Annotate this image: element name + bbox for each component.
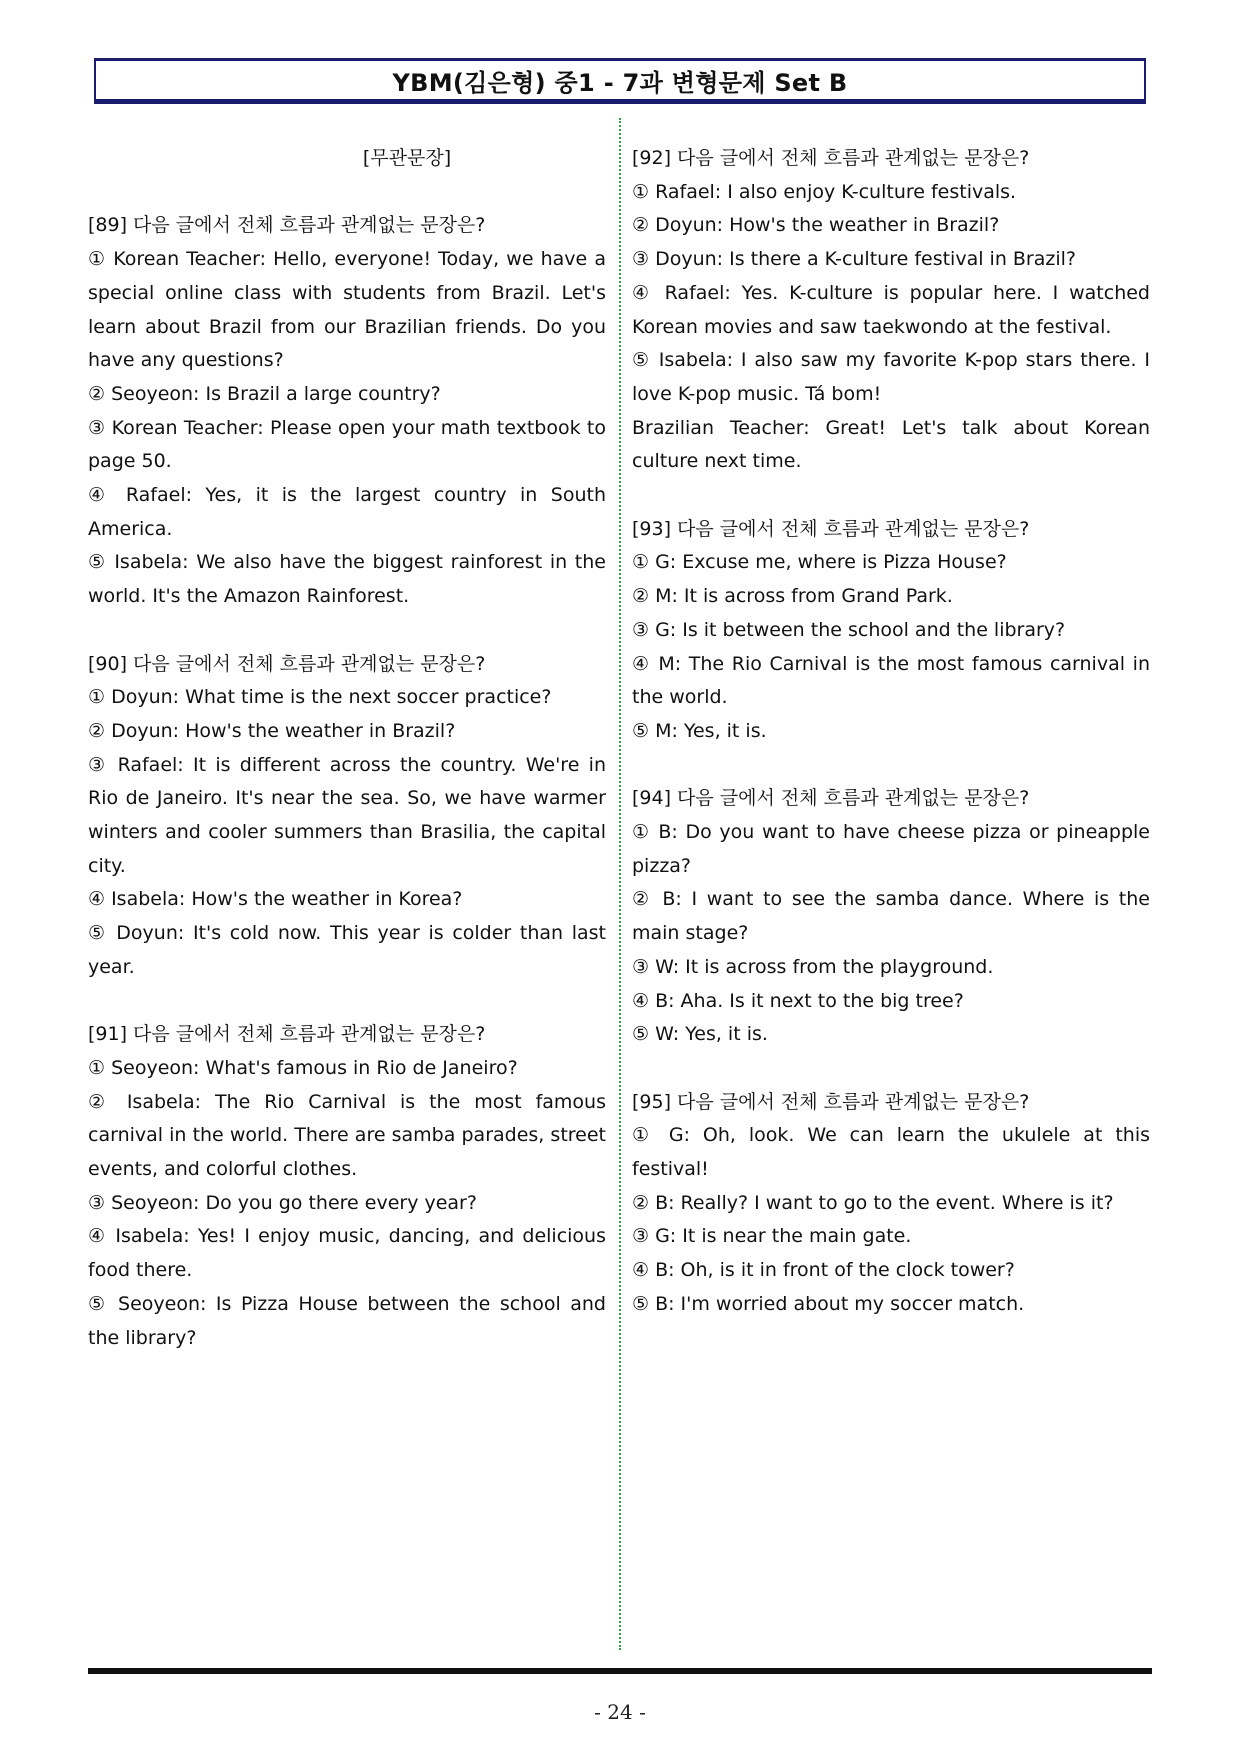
question-heading: [95] 다음 글에서 전체 흐름과 관계없는 문장은?: [632, 1090, 1030, 1113]
choice-line: ② B: I want to see the samba dance. Where is the main stage?: [632, 888, 1150, 945]
choice-line: ① Korean Teacher: Hello, everyone! Today, we have a special online class with students from Brazil. Let's learn about Brazil from our Brazilian friends. Do you have any questions?: [88, 248, 606, 372]
question-heading: [94] 다음 글에서 전체 흐름과 관계없는 문장은?: [632, 787, 1030, 810]
section-label: [무관문장]: [362, 147, 452, 169]
choice-line: ④ Rafael: Yes, it is the largest country in South America.: [88, 484, 606, 540]
spacer: [632, 749, 1150, 783]
choice-line: ⑤ B: I'm worried about my soccer match.: [632, 1292, 1025, 1315]
choice-line: ② Seoyeon: Is Brazil a large country?: [88, 382, 441, 405]
page-number: - 24 -: [594, 1700, 646, 1724]
left-column: [88, 142, 606, 1355]
column-divider: [619, 118, 621, 1650]
right-column: [632, 142, 1150, 1322]
choice-line: ④ Isabela: Yes! I enjoy music, dancing, and delicious food there.: [88, 1225, 606, 1282]
choice-line: ① B: Do you want to have cheese pizza or pineapple pizza?: [632, 821, 1150, 877]
choice-line: ⑤ Isabela: I also saw my favorite K-pop stars there. I love K-pop music. Tá bom!: [632, 349, 1150, 405]
choice-line: ③ Seoyeon: Do you go there every year?: [88, 1191, 477, 1214]
choice-line: ④ Rafael: Yes. K-culture is popular here. I watched Korean movies and saw taekwondo at the festival.: [632, 281, 1150, 338]
footer-rule: [88, 1668, 1152, 1674]
choice-line: ④ B: Aha. Is it next to the big tree?: [632, 989, 964, 1012]
choice-line: Brazilian Teacher: Great! Let's talk about Korean culture next time.: [632, 416, 1150, 473]
spacer: [632, 1052, 1150, 1086]
spacer: [88, 614, 606, 648]
question-92: [632, 142, 1150, 479]
choice-line: ③ G: It is near the main gate.: [632, 1225, 912, 1248]
choice-line: ④ Isabela: How's the weather in Korea?: [88, 888, 463, 911]
choice-line: ② Doyun: How's the weather in Brazil?: [88, 719, 456, 742]
question-heading: [93] 다음 글에서 전체 흐름과 관계없는 문장은?: [632, 517, 1030, 540]
choice-line: ③ Korean Teacher: Please open your math textbook to page 50.: [88, 416, 606, 473]
choice-line: ① G: Oh, look. We can learn the ukulele at this festival!: [632, 1124, 1150, 1181]
choice-line: ⑤ M: Yes, it is.: [632, 719, 767, 742]
choice-line: ① Seoyeon: What's famous in Rio de Janeiro?: [88, 1056, 518, 1079]
question-90: [88, 648, 606, 985]
choice-line: ① Rafael: I also enjoy K-culture festivals.: [632, 180, 1017, 203]
choice-line: ⑤ Isabela: We also have the biggest rainforest in the world. It's the Amazon Rainforest.: [88, 551, 606, 608]
choice-line: ① Doyun: What time is the next soccer practice?: [88, 686, 552, 709]
question-89: [88, 209, 606, 613]
question-heading: [89] 다음 글에서 전체 흐름과 관계없는 문장은?: [88, 214, 486, 237]
choice-line: ③ G: Is it between the school and the library?: [632, 618, 1066, 641]
question-heading: [92] 다음 글에서 전체 흐름과 관계없는 문장은?: [632, 147, 1030, 169]
choice-line: ④ M: The Rio Carnival is the most famous carnival in the world.: [632, 652, 1150, 709]
choice-line: ② Doyun: How's the weather in Brazil?: [632, 214, 1000, 237]
question-heading: [91] 다음 글에서 전체 흐름과 관계없는 문장은?: [88, 1023, 486, 1046]
page-title: YBM(김은형) 중1 - 7과 변형문제 Set B: [392, 68, 848, 97]
spacer: [632, 479, 1150, 513]
choice-line: ③ Doyun: Is there a K-culture festival in Brazil?: [632, 248, 1077, 271]
choice-line: ⑤ Doyun: It's cold now. This year is colder than last year.: [88, 922, 606, 978]
question-94: [632, 782, 1150, 1052]
page-header: [94, 58, 1146, 104]
question-heading: [90] 다음 글에서 전체 흐름과 관계없는 문장은?: [88, 652, 486, 675]
choice-line: ③ W: It is across from the playground.: [632, 955, 994, 978]
choice-line: ② Isabela: The Rio Carnival is the most famous carnival in the world. There are samba parades, street events, and colorful clothes.: [88, 1090, 606, 1181]
choice-line: ② M: It is across from Grand Park.: [632, 585, 953, 608]
choice-line: ② B: Really? I want to go to the event. Where is it?: [632, 1191, 1114, 1214]
choice-line: ⑤ Seoyeon: Is Pizza House between the school and the library?: [88, 1292, 606, 1349]
question-95: [632, 1086, 1150, 1322]
choice-line: ④ B: Oh, is it in front of the clock tower?: [632, 1259, 1015, 1282]
choice-line: ① G: Excuse me, where is Pizza House?: [632, 551, 1007, 574]
question-91: [88, 1018, 606, 1355]
spacer: [88, 176, 606, 210]
question-93: [632, 513, 1150, 749]
spacer: [88, 985, 606, 1019]
choice-line: ⑤ W: Yes, it is.: [632, 1023, 768, 1046]
choice-line: ③ Rafael: It is different across the country. We're in Rio de Janeiro. It's near the sea. So, we have warmer winters and cooler summers than Brasilia, the capital city.: [88, 753, 606, 877]
